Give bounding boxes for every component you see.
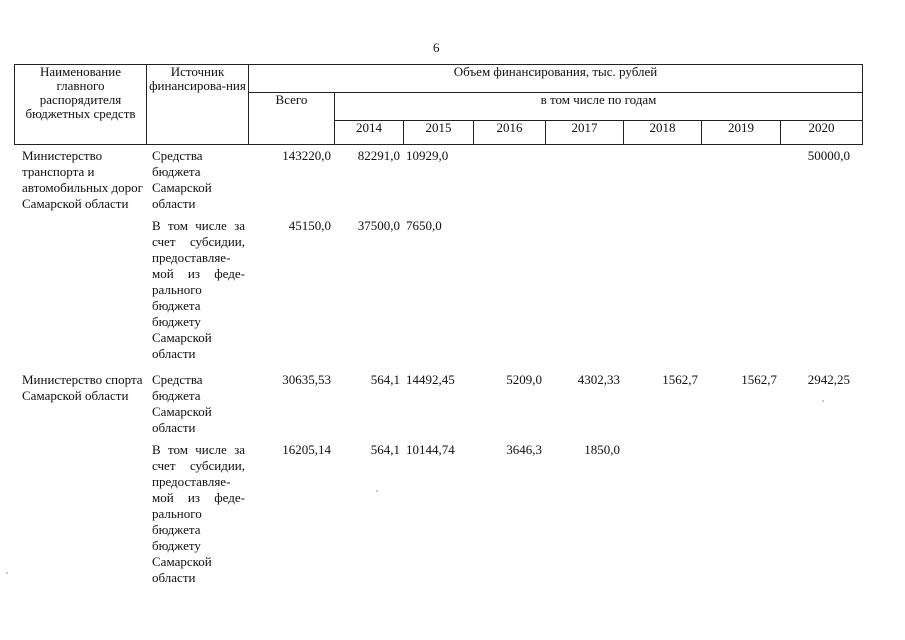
header-org: Наименование главного распорядителя бюджетных средств [15,65,147,145]
year-cell: 5209,0 [506,372,542,387]
scan-speck [6,572,8,574]
header-volume: Объем финансирования, тыс. рублей [249,65,863,93]
year-cell [623,442,701,586]
year-cell [701,148,780,218]
total-cell: 30635,53 [282,372,331,387]
year-cell [473,148,545,218]
year-cell: 50000,0 [807,148,850,163]
year-cell [623,218,701,372]
year-cell [623,148,701,218]
year-cell: 564,1 [370,372,400,387]
table-row [14,372,862,442]
year-cell: 2942,25 [807,372,850,387]
header-year: 2015 [404,121,474,145]
year-cell: 1562,7 [662,372,698,387]
header-year: 2017 [546,121,624,145]
table-row [14,148,862,218]
year-cell [780,442,862,586]
year-cell: 7650,0 [406,218,442,233]
year-cell [780,218,862,372]
year-cell: 1562,7 [741,372,777,387]
scan-speck [376,490,378,492]
source-name: В том числе за счет субсидии, предоставляе-мой из феде-рального бюджета бюджету Самарской области [152,442,245,585]
year-cell: 1850,0 [584,442,620,457]
header-year: 2018 [624,121,702,145]
header-source: Источник финансирова-ния [147,65,249,145]
year-cell: 37500,0 [357,218,400,233]
year-cell [545,148,623,218]
source-name: Средства бюджета Самарской области [152,372,212,435]
year-cell: 82291,0 [357,148,400,163]
year-cell [473,218,545,372]
source-name: Средства бюджета Самарской области [152,148,212,211]
funding-table [14,148,862,586]
header-by-years: в том числе по годам [335,93,863,121]
total-cell: 16205,14 [282,442,331,457]
year-cell [545,218,623,372]
year-cell: 564,1 [370,442,400,457]
header-year: 2020 [781,121,863,145]
org-name: Министерство транспорта и автомобильных дорог Самарской области [22,148,143,211]
source-name: В том числе за счет субсидии, предоставляе-мой из феде-рального бюджета бюджету Самарской области [152,218,245,361]
header-year: 2019 [702,121,781,145]
total-cell: 45150,0 [288,218,331,233]
year-cell: 3646,3 [506,442,542,457]
page-number: 6 [433,40,440,55]
year-cell [701,218,780,372]
total-cell: 143220,0 [282,148,331,163]
year-cell: 10929,0 [406,148,449,163]
scan-speck [822,400,824,402]
header-total: Всего [249,93,335,145]
header-year: 2014 [335,121,404,145]
org-name: Министерство спорта Самарской области [22,372,143,403]
table-header [14,64,863,145]
year-cell [701,442,780,586]
year-cell: 4302,33 [577,372,620,387]
year-cell: 14492,45 [406,372,455,387]
header-year: 2016 [474,121,546,145]
year-cell: 10144,74 [406,442,455,457]
